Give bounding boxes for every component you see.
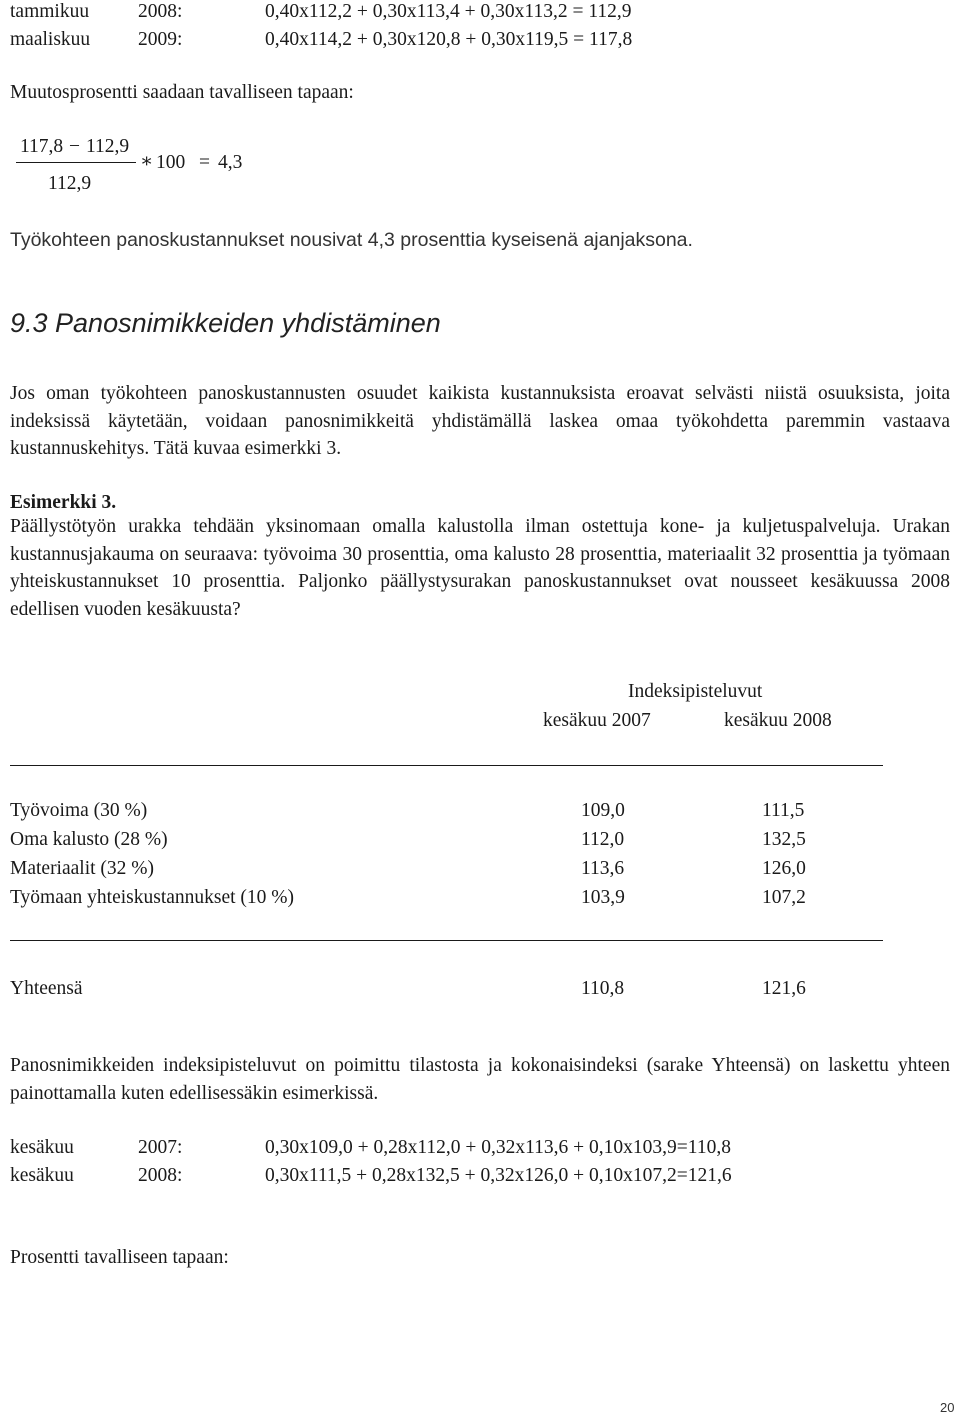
table-col1-header: kesäkuu 2007 [543,710,651,731]
row-value-2007: 109,0 [581,800,625,821]
calc-year: 2007: [138,1137,183,1158]
table-bottom-rule [10,940,883,941]
after-table-paragraph: Panosnimikkeiden indeksipisteluvut on poimittu tilastosta ja kokonaisindeksi (sarake Yhteensä) on laskettu yhteen painottamalla kuten edellisessäkin esimerkissä. [10,1055,950,1104]
total-value-2008: 121,6 [762,978,806,999]
minus-sign: − [69,136,80,157]
row-label: Työmaan yhteiskustannukset (10 %) [10,887,295,908]
row-label: Materiaalit (32 %) [10,858,155,879]
calc-year: 2009: [138,29,183,50]
fraction-line [16,162,136,163]
section-heading: 9.3 Panosnimikkeiden yhdistäminen [10,308,441,338]
result: 4,3 [218,152,243,173]
row-value-2007: 103,9 [581,887,625,908]
calc-month: kesäkuu [10,1137,74,1158]
total-value-2007: 110,8 [581,978,625,999]
row-value-2008: 126,0 [762,858,806,879]
row-value-2007: 113,6 [581,858,625,879]
numerator-b: 112,9 [86,136,130,157]
denominator: 112,9 [48,173,92,194]
calc-month: kesäkuu [10,1165,74,1186]
intro-paragraph: Jos oman työkohteen panoskustannusten osuudet kaikista kustannuksista eroavat selvästi niistä osuuksista, joita indeksissä käytetään, voidaan panosnimikkeitä yhdistämällä laskea omaa työkohdetta paremmin vastaava kustannuskehitys. Tätä kuvaa esimerkki 3. [10,383,950,459]
example-paragraph: Päällystötyön urakka tehdään yksinomaan omalla kalustolla ilman ostettuja kone- ja kuljetuspalveluja. Urakan kustannusjakauma on seuraava: työvoima 30 prosenttia, oma kalusto 28 prosenttia, materiaalit 32 prosenttia ja työmaan yhteiskustannukset 10 prosenttia. Paljonko päällystysurakan panoskustannukset ovat nousseet kesäkuussa 2008 edellisen vuoden kesäkuusta? [10,516,950,620]
calc-year: 2008: [138,1,183,22]
calc-formula: 0,40x112,2 + 0,30x113,4 + 0,30x113,2 = 112,9 [265,1,632,22]
total-label: Yhteensä [10,978,83,999]
conclusion-text: Työkohteen panoskustannukset nousivat 4,3 prosenttia kyseisenä ajanjaksona. [10,229,693,251]
calc-month: tammikuu [10,1,90,22]
row-value-2008: 111,5 [762,800,805,821]
calc-month: maaliskuu [10,29,91,50]
multiply-sign: ∗ [140,151,154,172]
calc-formula: 0,30x111,5 + 0,28x132,5 + 0,32x126,0 + 0,10x107,2=121,6 [265,1165,732,1186]
row-value-2007: 112,0 [581,829,625,850]
row-value-2008: 107,2 [762,887,806,908]
table-top-rule [10,765,883,766]
factor: 100 [156,152,186,173]
calc-formula: 0,40x114,2 + 0,30x120,8 + 0,30x119,5 = 117,8 [265,29,633,50]
equals-sign: = [199,152,210,173]
table-group-header: Indeksipisteluvut [628,681,763,702]
table-col2-header: kesäkuu 2008 [724,710,832,731]
example-title: Esimerkki 3. [10,492,117,513]
row-value-2008: 132,5 [762,829,806,850]
calc-formula: 0,30x109,0 + 0,28x112,0 + 0,32x113,6 + 0,10x103,9=110,8 [265,1137,731,1158]
row-label: Työvoima (30 %) [10,800,148,821]
final-line: Prosentti tavalliseen tapaan: [10,1247,229,1268]
calc-year: 2008: [138,1165,183,1186]
page-number: 20 [940,1400,955,1415]
row-label: Oma kalusto (28 %) [10,829,168,850]
numerator-a: 117,8 [20,136,64,157]
change-intro: Muutosprosentti saadaan tavalliseen tapaan: [10,82,354,103]
